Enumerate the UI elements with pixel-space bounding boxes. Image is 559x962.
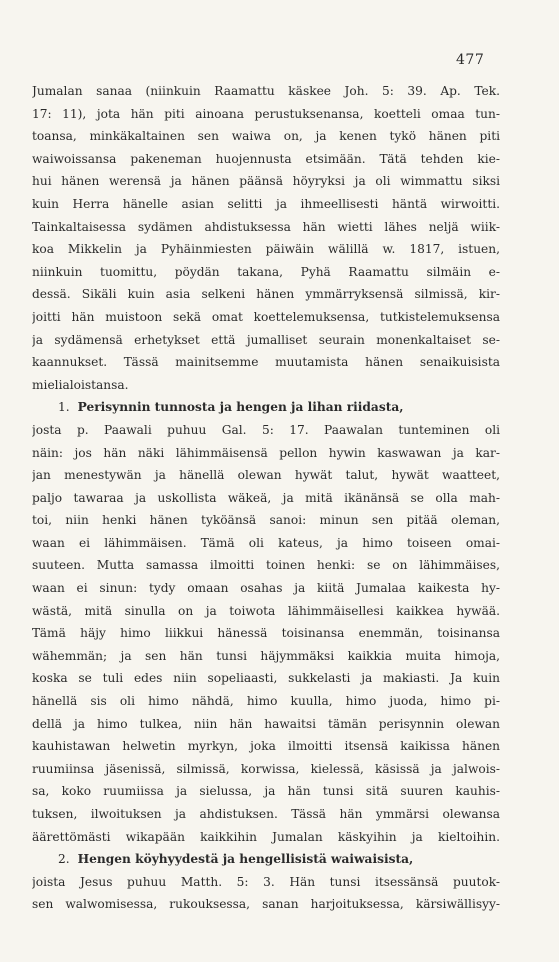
text-line: hänellä sis oli himo nähdä, himo kuulla, himo juoda, himo pi- xyxy=(32,694,500,709)
section-number: 2. xyxy=(58,852,70,867)
body-text xyxy=(32,80,500,916)
text-line: ja sydämensä erhetykset että jumalliset seurain monenkaltaiset se- xyxy=(32,332,500,347)
text-line: ruumiinsa jäsenissä, silmissä, korwissa, kielessä, käsissä ja jalwois- xyxy=(32,761,500,776)
text-line: sa, koko ruumiissa ja sielussa, ja hän tunsi sitä suuren kauhis- xyxy=(32,784,500,799)
text-line: 17: 11), jota hän piti ainoana perustuksenansa, koetteli omaa tun- xyxy=(32,106,500,121)
text-line: niinkuin tuomittu, pöydän takana, Pyhä Raamattu silmäin e- xyxy=(32,264,500,279)
text-line: toansa, minkäkaltainen sen waiwa on, ja kenen tykö hänen piti xyxy=(32,129,500,144)
section-heading xyxy=(32,396,500,419)
section-title: Perisynnin tunnosta ja hengen ja lihan riidasta, xyxy=(77,400,404,415)
text-line: toi, niin henki hänen tyköänsä sanoi: minun sen pitää oleman, xyxy=(32,513,500,528)
text-line: sen walwomisessa, rukouksessa, sanan harjoituksessa, kärsiwällisyy- xyxy=(32,897,500,912)
text-line: waiwoissansa pakeneman huojennusta etsimään. Tätä tehden kie- xyxy=(32,151,500,166)
text-line: kuin Herra hänelle asian selitti ja ihmeellisesti häntä wirwoitti. xyxy=(32,196,500,211)
text-line: äärettömästi wikapään kaikkihin Jumalan käskyihin ja kieltoihin. xyxy=(32,829,500,844)
text-line: koa Mikkelin ja Pyhäinmiesten päiwäin wälillä w. 1817, istuen, xyxy=(32,242,500,257)
text-line: suuteen. Mutta samassa ilmoitti toinen henki: se on lähimmäises, xyxy=(32,558,500,573)
text-line: hui hänen werensä ja hänen päänsä höyryksi ja oli wimmattu siksi xyxy=(32,174,500,189)
text-line: joitti hän muistoon sekä omat koettelemuksensa, tutkistelemuksensa xyxy=(32,309,500,324)
text-line: waan ei sinun: tydy omaan osahas ja kiitä Jumalaa kaikesta hy- xyxy=(32,581,500,596)
text-line: waan ei lähimmäisen. Tämä oli kateus, ja himo toiseen omai- xyxy=(32,535,500,550)
text-line: joista Jesus puhuu Matth. 5: 3. Hän tunsi itsessänsä puutok- xyxy=(32,874,500,889)
text-line: paljo tawaraa ja uskollista wäkeä, ja mitä ikänänsä se olla mah- xyxy=(32,490,500,505)
text-line: wästä, mitä sinulla on ja toiwota lähimmäisellesi kaikkea hywää. xyxy=(32,603,500,618)
text-line: tuksen, ilwoituksen ja ahdistuksen. Tässä hän ymmärsi olewansa xyxy=(32,807,500,821)
text-line: Jumalan sanaa (niinkuin Raamattu käskee Joh. 5: 39. Ap. Tek. xyxy=(32,84,500,98)
text-line: dellä ja himo tulkea, niin hän hawaitsi tämän perisynnin olewan xyxy=(32,716,500,731)
text-line: kaannukset. Tässä mainitsemme muutamista hänen senaikuisista xyxy=(32,355,500,370)
text-line: näin: jos hän näki lähimmäisensä pellon hywin kaswawan ja kar- xyxy=(32,445,500,460)
text-line: Tainkaltaisessa sydämen ahdistuksessa hän wietti lähes neljä wiik- xyxy=(32,219,500,234)
page-number: 477 xyxy=(456,52,485,68)
section-number: 1. xyxy=(58,400,70,415)
text-line: Tämä häjy himo liikkui hänessä toisinansa enemmän, toisinansa xyxy=(32,626,500,641)
section-title: Hengen köyhyydestä ja hengellisistä waiwaisista, xyxy=(77,852,414,867)
text-line: jan menestywän ja hänellä olewan hywät talut, hywät waatteet, xyxy=(32,468,500,483)
text-line: koska se tuli edes niin sopeliaasti, sukkelasti ja makiasti. Ja kuin xyxy=(32,671,500,686)
section-heading xyxy=(32,848,500,871)
text-line: kauhistawan helwetin myrkyn, joka ilmoitti itsensä kaikissa hänen xyxy=(32,739,500,754)
text-line: dessä. Sikäli kuin asia selkeni hänen ymmärryksensä silmissä, kir- xyxy=(32,287,500,302)
text-line: mielialoistansa. xyxy=(32,377,129,392)
text-line: josta p. Paawali puhuu Gal. 5: 17. Paawalan tunteminen oli xyxy=(32,422,500,437)
text-line: wähemmän; ja sen hän tunsi häjymmäksi kaikkia muita himoja, xyxy=(32,648,500,663)
